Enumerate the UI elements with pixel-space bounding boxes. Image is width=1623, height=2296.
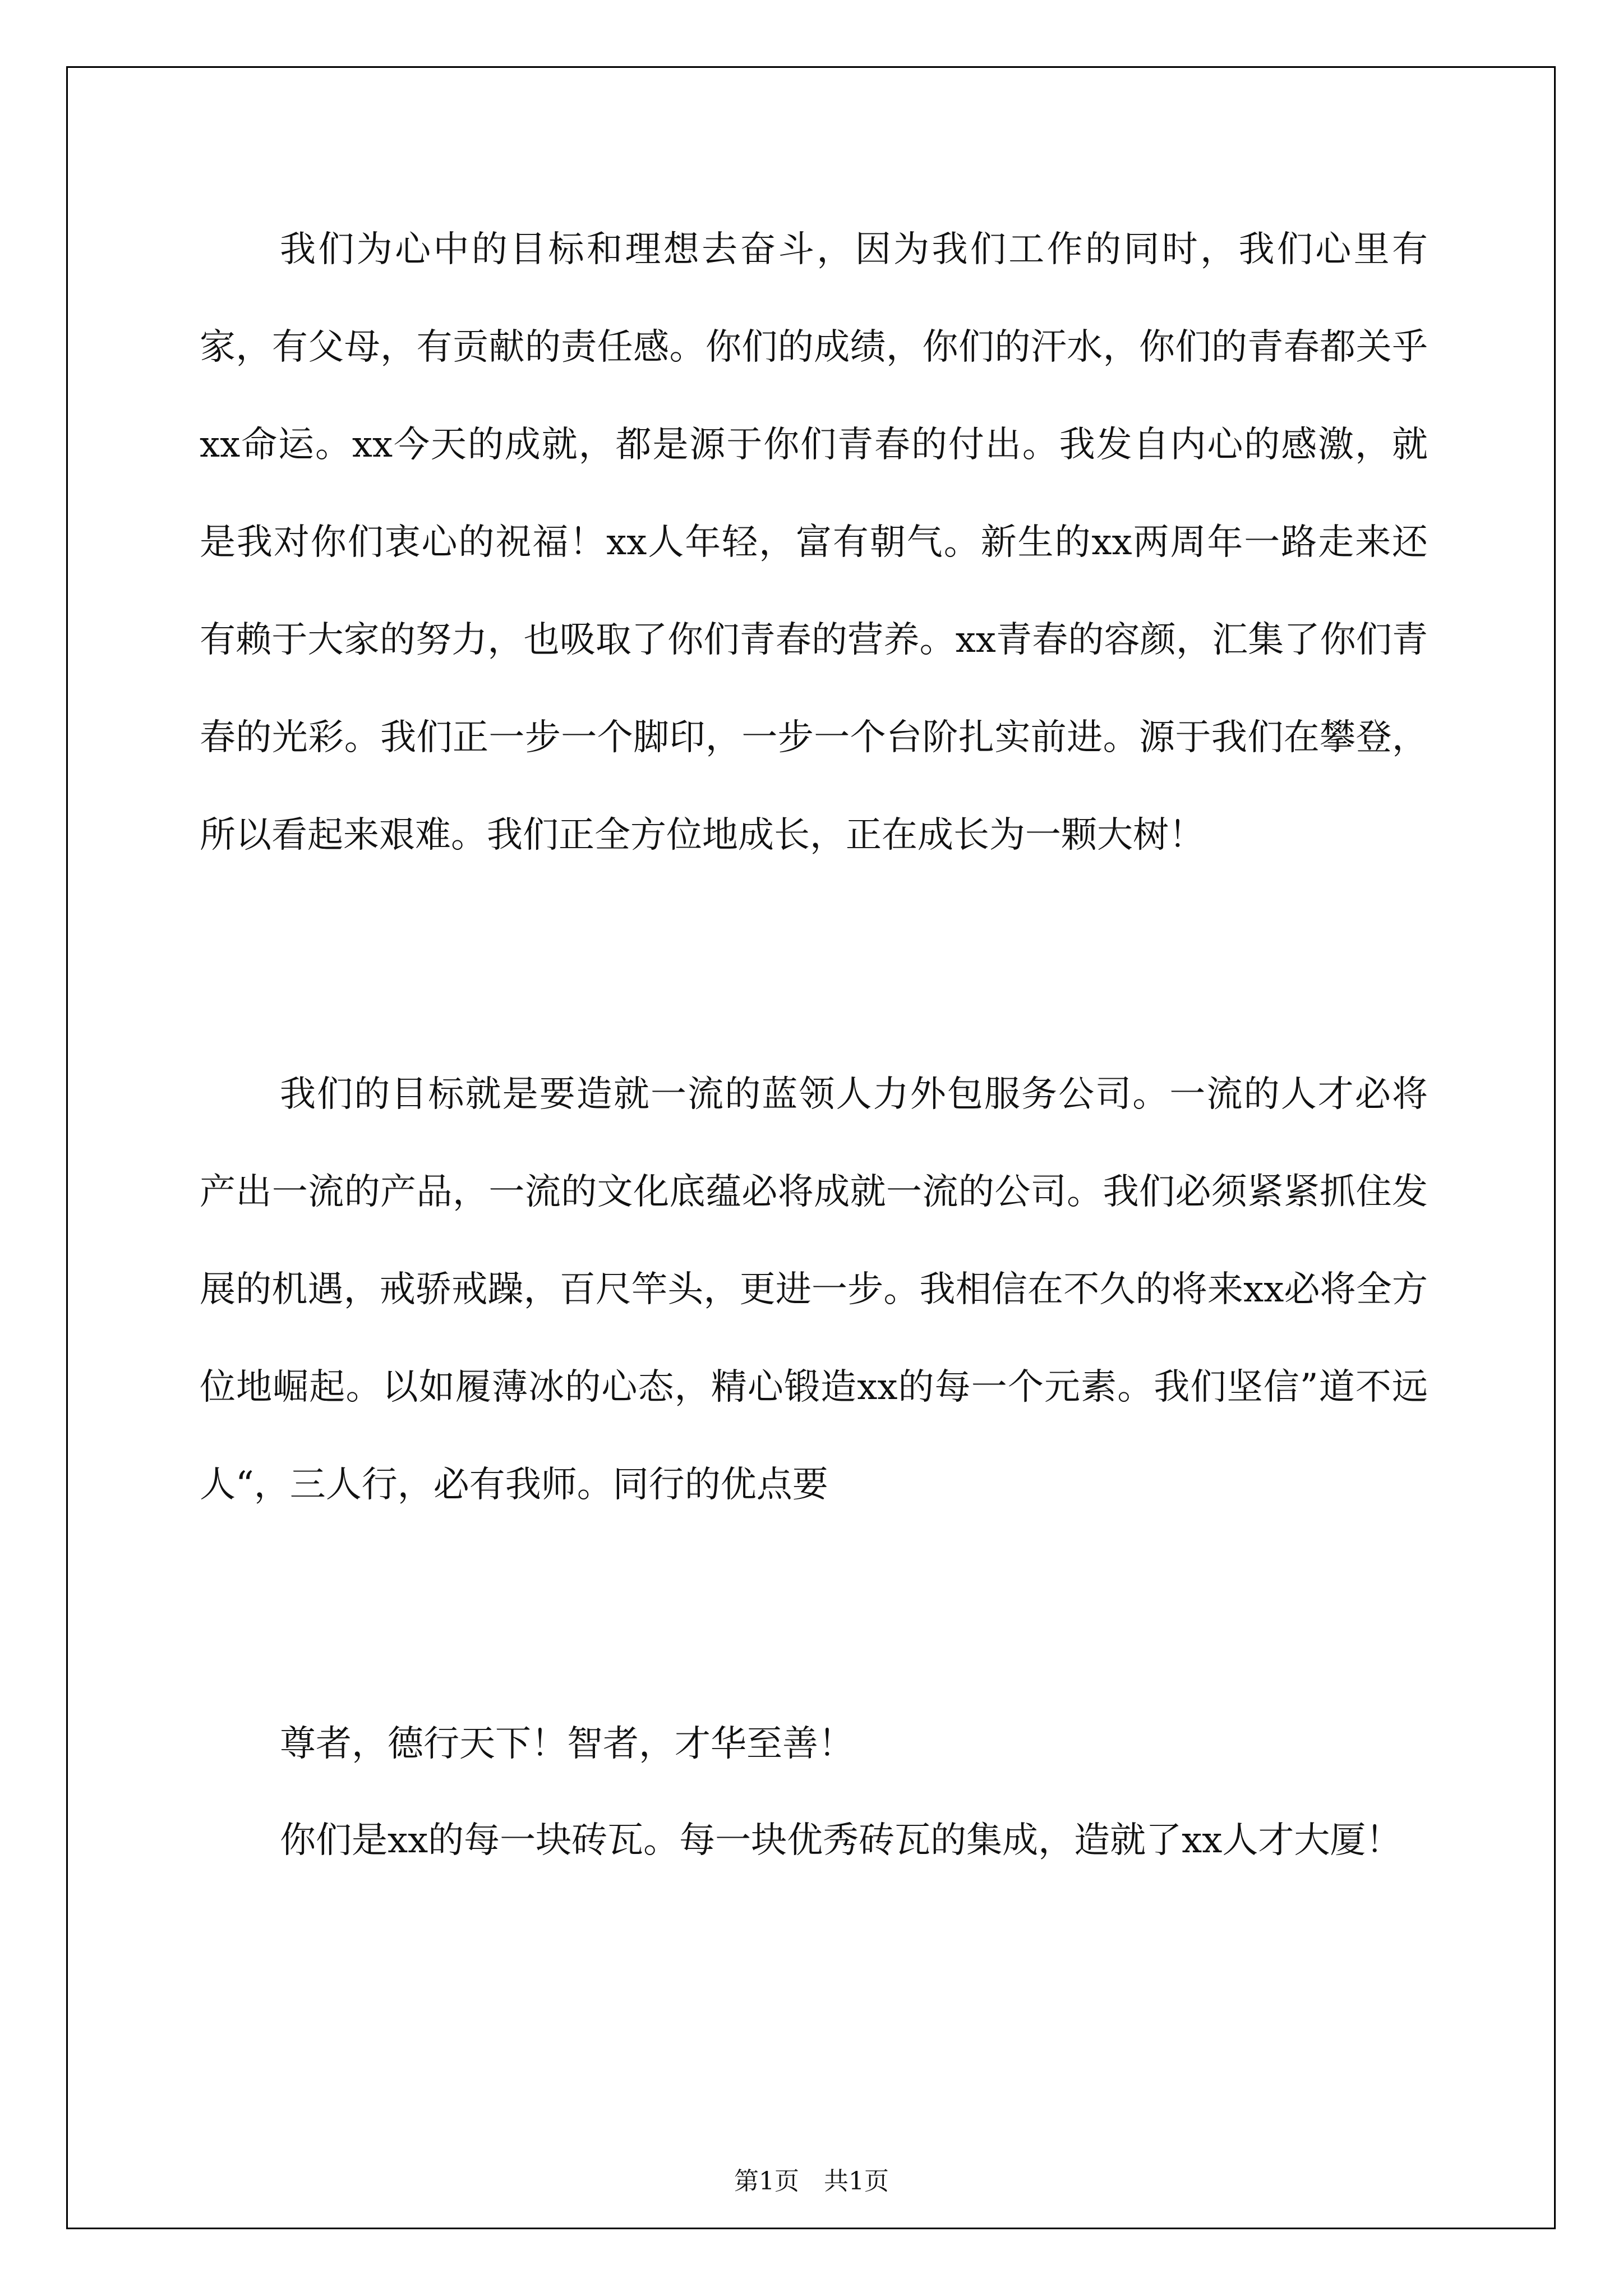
paragraph-1: 我们为心中的目标和理想去奋斗，因为我们工作的同时，我们心里有家，有父母，有贡献的责任感。你们的成绩，你们的汗水，你们的青春都关乎xx命运。xx今天的成就，都是源于你们青春的付出。我发自内心的感激，就是我对你们衷心的祝福！xx人年轻，富有朝气。新生的xx两周年一路走来还有赖于大家的努力，也吸取了你们青春的营养。xx青春的容颜，汇集了你们青春的光彩。我们正一步一个脚印，一步一个台阶扎实前进。源于我们在攀登，所以看起来艰难。我们正全方位地成长，正在成长为一颗大树！: [200, 229, 1428, 856]
paragraph-4: 你们是xx的每一块砖瓦。每一块优秀砖瓦的集成，造就了xx人才大厦！: [280, 1820, 1402, 1861]
paragraph-3: 尊者，德行天下！智者，才华至善！: [280, 1723, 854, 1765]
paragraph-2: 我们的目标就是要造就一流的蓝领人力外包服务公司。一流的人才必将产出一流的产品，一流的文化底蕴必将成就一流的公司。我们必须紧紧抓住发展的机遇，戒骄戒躁，百尺竿头，更进一步。我相信在不久的将来xx必将全方位地崛起。以如履薄冰的心态，精心锻造xx的每一个元素。我们坚信”道不远人“，三人行，必有我师。同行的优点要: [200, 1074, 1428, 1506]
page-number-footer: 第1页 共1页: [734, 2167, 889, 2196]
